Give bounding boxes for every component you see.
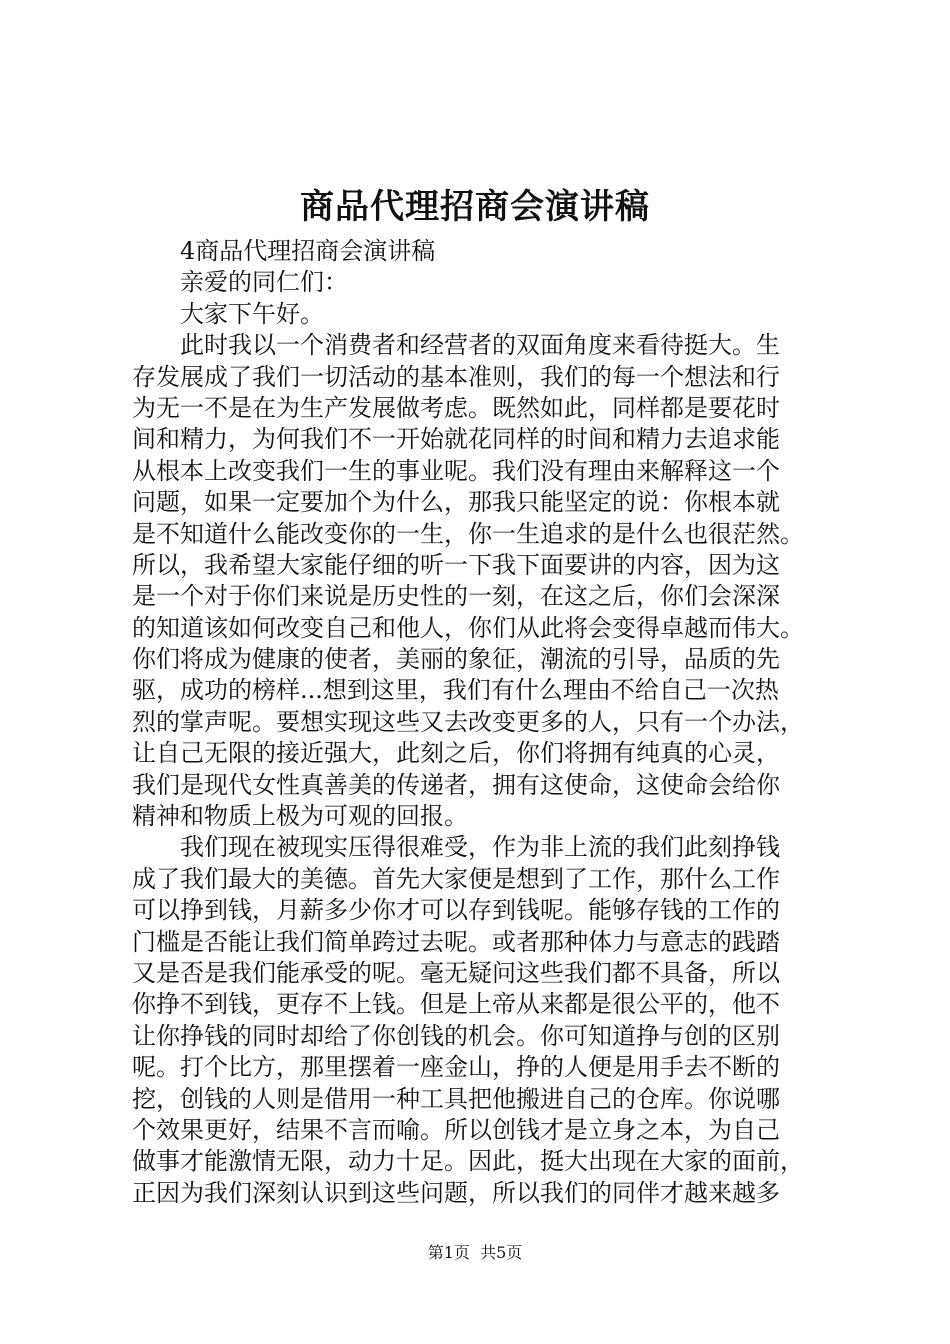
body-line: 个效果更好，结果不言而喻。所以创钱才是立身之本，为自己 xyxy=(132,1115,780,1144)
body-line: 精神和物质上极为可观的回报。 xyxy=(132,802,468,831)
body-line: 我们是现代女性真善美的传递者，拥有这使命，这使命会给你 xyxy=(132,770,780,799)
body-line: 让你挣钱的同时却给了你创钱的机会。你可知道挣与创的区别 xyxy=(132,1021,780,1050)
body-line: 从根本上改变我们一生的事业呢。我们没有理由来解释这一个 xyxy=(132,456,780,485)
body-line: 挖，创钱的人则是借用一种工具把他搬进自己的仓库。你说哪 xyxy=(132,1084,780,1113)
page-footer xyxy=(0,1241,950,1265)
body-line: 又是否是我们能承受的呢。毫无疑问这些我们都不具备，所以 xyxy=(132,958,780,987)
body-line: 问题，如果一定要加个为什么，那我只能坚定的说：你根本就 xyxy=(132,488,780,517)
body-line: 正因为我们深刻认识到这些问题，所以我们的同伴才越来越多 xyxy=(132,1178,780,1207)
body-line: 做事才能激情无限，动力十足。因此，挺大出现在大家的面前， xyxy=(132,1147,804,1176)
body-line: 驱，成功的榜样...想到这里，我们有什么理由不给自己一次热 xyxy=(132,676,779,705)
body-line: 我们现在被现实压得很难受，作为非上流的我们此刻挣钱 xyxy=(180,833,780,862)
body-line: 间和精力，为何我们不一开始就花同样的时间和精力去追求能 xyxy=(132,425,780,454)
body-line: 门槛是否能让我们简单跨过去呢。或者那种体力与意志的践踏 xyxy=(132,927,780,956)
body-line: 此时我以一个消费者和经营者的双面角度来看待挺大。生 xyxy=(180,331,780,360)
document-body xyxy=(132,236,832,1209)
body-line: 让自己无限的接近强大，此刻之后，你们将拥有纯真的心灵， xyxy=(132,739,780,768)
page-number: 第1页 共5页 xyxy=(427,1243,523,1262)
body-line: 可以挣到钱，月薪多少你才可以存到钱呢。能够存钱的工作的 xyxy=(132,896,780,925)
body-line: 亲爱的同仁们： xyxy=(180,268,348,297)
body-line: 烈的掌声呢。要想实现这些又去改变更多的人，只有一个办法， xyxy=(132,707,804,736)
body-line: 是不知道什么能改变你的一生，你一生追求的是什么也很茫然。 xyxy=(132,519,804,548)
document-title: 商品代理招商会演讲稿 xyxy=(300,187,650,227)
body-line: 存发展成了我们一切活动的基本准则，我们的每一个想法和行 xyxy=(132,362,780,391)
body-line: 你挣不到钱，更存不上钱。但是上帝从来都是很公平的，他不 xyxy=(132,990,780,1019)
body-line: 为无一不是在为生产发展做考虑。既然如此，同样都是要花时 xyxy=(132,393,780,422)
body-line: 4商品代理招商会演讲稿 xyxy=(180,237,436,265)
body-line: 你们将成为健康的使者，美丽的象征，潮流的引导，品质的先 xyxy=(132,645,780,674)
body-line: 呢。打个比方，那里摆着一座金山，挣的人便是用手去不断的 xyxy=(132,1053,780,1082)
body-line: 是一个对于你们来说是历史性的一刻，在这之后，你们会深深 xyxy=(132,582,780,611)
body-line: 大家下午好。 xyxy=(180,299,324,328)
body-line: 所以，我希望大家能仔细的听一下我下面要讲的内容，因为这 xyxy=(132,550,780,579)
body-line: 的知道该如何改变自己和他人，你们从此将会变得卓越而伟大。 xyxy=(132,613,804,642)
body-line: 成了我们最大的美德。首先大家便是想到了工作，那什么工作 xyxy=(132,864,780,893)
